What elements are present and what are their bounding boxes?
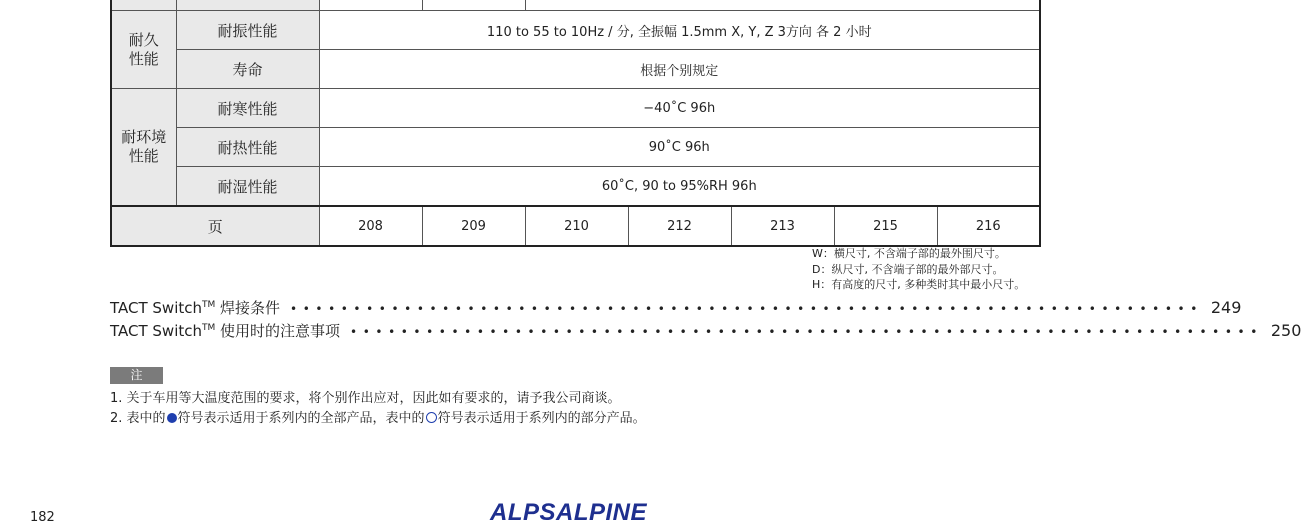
toc-page-number: 250 — [1270, 321, 1301, 340]
spec-table — [110, 0, 1041, 247]
row-value-cold: −40˚C 96h — [319, 89, 1040, 128]
toc-entry-soldering[interactable] — [110, 297, 1242, 320]
toc-page-number: 249 — [1210, 298, 1242, 317]
table-row-life — [111, 50, 1040, 89]
toc — [110, 297, 1301, 343]
row-value-vibration: 110 to 55 to 10Hz / 分, 全振幅 1.5mm X, Y, Z 3方向 各 2 小时 — [319, 11, 1040, 50]
row-label-heat: 耐热性能 — [176, 128, 319, 167]
page-ref[interactable]: 216 — [937, 206, 1040, 246]
page-row-label: 页 — [111, 206, 319, 246]
table-row-pages — [111, 206, 1040, 246]
page-ref[interactable]: 213 — [731, 206, 834, 246]
trademark: TM — [202, 323, 216, 333]
row-label-life: 寿命 — [176, 50, 319, 89]
alpsalpine-logo: ALPSALPINE — [490, 499, 648, 526]
row-label-humidity: 耐湿性能 — [176, 167, 319, 207]
dimension-footnotes — [812, 246, 1025, 293]
row-value-humidity: 60˚C, 90 to 95%RH 96h — [319, 167, 1040, 207]
row-label-cold: 耐寒性能 — [176, 89, 319, 128]
toc-entry-precautions[interactable] — [110, 320, 1301, 343]
toc-title-suffix: 使用时的注意事项 — [215, 322, 341, 340]
table-row-cold — [111, 89, 1040, 128]
footnote-h: H：有高度的尺寸, 多种类时其中最小尺寸。 — [812, 278, 1026, 291]
page-ref[interactable]: 208 — [319, 206, 422, 246]
toc-title: TACT Switch — [110, 322, 202, 340]
filled-circle-icon — [167, 413, 177, 423]
open-circle-icon — [426, 412, 437, 423]
toc-leader-dots: •••••••••••••••••••••••••••••••••••••••••••••••••••••••••••••••••••••••• — [350, 325, 1263, 339]
table-row-heat — [111, 128, 1040, 167]
group-environmental: 耐环境 性能 — [111, 89, 176, 207]
table-row-cut-off — [111, 0, 1040, 11]
toc-title: TACT Switch — [110, 299, 202, 317]
page-ref[interactable]: 215 — [834, 206, 937, 246]
trademark: TM — [202, 300, 216, 310]
note-2: 2. 表中的 符号表示适用于系列内的全部产品，表中的 符号表示适用于系列内的部分产品。 — [110, 410, 646, 426]
toc-leader-dots: •••••••••••••••••••••••••••••••••••••••••••••••••••••••••••••••••••••••• — [290, 302, 1203, 316]
toc-title-suffix: 焊接条件 — [215, 299, 281, 317]
page-number: 182 — [30, 510, 55, 525]
page-ref[interactable]: 212 — [628, 206, 731, 246]
note-1: 1. 关于车用等大温度范围的要求，将个别作出应对，因此如有要求的，请予我公司商谈。 — [110, 391, 621, 406]
row-value-heat: 90˚C 96h — [319, 128, 1040, 167]
notes — [110, 389, 646, 428]
group-durability: 耐久 性能 — [111, 11, 176, 89]
page-ref[interactable]: 210 — [525, 206, 628, 246]
note-badge: 注 — [110, 367, 163, 384]
row-value-life: 根据个别规定 — [319, 50, 1040, 89]
page-ref[interactable]: 209 — [422, 206, 525, 246]
table-row-humidity — [111, 167, 1040, 207]
table-row-vibration — [111, 11, 1040, 50]
footnote-d: D：纵尺寸, 不含端子部的最外部尺寸。 — [812, 262, 1004, 276]
footnote-w: W：横尺寸, 不含端子部的最外围尺寸。 — [812, 247, 1006, 260]
row-label-vibration: 耐振性能 — [176, 11, 319, 50]
